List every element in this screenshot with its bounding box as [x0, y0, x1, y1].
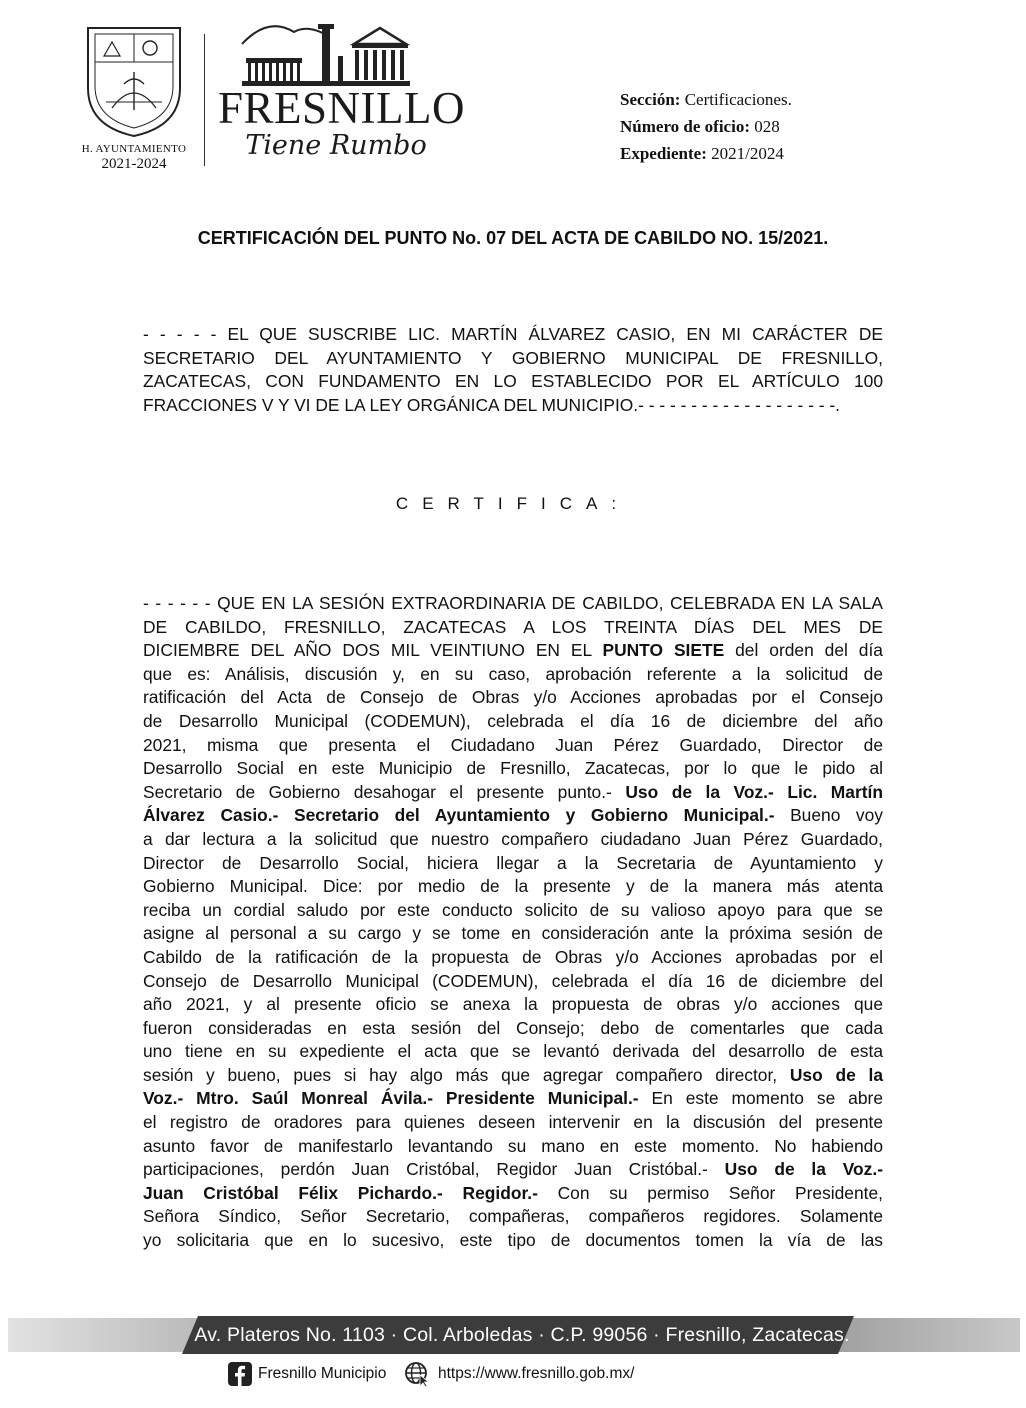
globe-icon [404, 1361, 430, 1387]
intro-line: - - - - - EL QUE SUSCRIBE LIC. MARTÍN ÁLVAREZ CASIO, EN MI CARÁCTER DE [143, 324, 883, 344]
seccion-field [620, 86, 792, 113]
body-text: Con su permiso Señor Presidente, [537, 1182, 883, 1203]
body-line: Gobierno Municipal. Dice: por medio de la presente y de la manera más atenta [143, 876, 883, 897]
expediente-label: Expediente: [620, 144, 707, 163]
seccion-value: Certificaciones. [684, 90, 792, 109]
oficio-value: 028 [754, 117, 780, 136]
body-text: del orden del día [724, 640, 883, 661]
body-line [143, 804, 883, 828]
body-line [143, 1158, 883, 1182]
intro-paragraph [143, 323, 883, 417]
body-line: 2021, misma que presenta el Ciudadano Juan Pérez Guardado, Director de [143, 734, 883, 755]
body-line: uno tiene en su expediente el acta que se levantó derivada del desarrollo de esta [143, 1041, 883, 1062]
body-line: a dar lectura a la solicitud que nuestro compañero ciudadano Juan Pérez Guardado, [143, 828, 883, 849]
body-line [143, 639, 883, 663]
document-title: CERTIFICACIÓN DEL PUNTO No. 07 DEL ACTA DE CABILDO NO. 15/2021. [197, 228, 829, 248]
body-line: - - - - - - QUE EN LA SESIÓN EXTRAORDINARIA DE CABILDO, CELEBRADA EN LA SALA [143, 593, 883, 613]
expediente-value: 2021/2024 [711, 144, 784, 163]
body-line: reciba un cordial saludo por este conducto solicito de su valioso apoyo para que se [143, 899, 883, 920]
body-line: yo solicitaria que en lo sucesivo, este tipo de documentos tomen la vía de las [143, 1230, 883, 1251]
oficio-field [620, 113, 780, 140]
body-text: DICIEMBRE DEL AÑO DOS MIL VEINTIUNO EN EL [143, 640, 603, 661]
certification-body [143, 592, 883, 1253]
body-line: de Desarrollo Municipal (CODEMUN), celebrada el día 16 de diciembre del año [143, 710, 883, 731]
body-line: asunto favor de manifestarlo levantando su mano en este momento. No habiendo [143, 1135, 883, 1156]
seccion-label: Sección: [620, 90, 681, 109]
body-line: ratificación del Acta de Consejo de Obras y/o Acciones aprobadas por el Consejo [143, 687, 883, 708]
speaker-emphasis: Voz.- Mtro. Saúl Monreal Ávila.- Presidente Municipal.- [143, 1088, 639, 1109]
body-line: asigne al personal a su cargo y se tome en consideración ante la próxima sesión de [143, 923, 883, 944]
seal-caption-ayuntamiento: H. AYUNTAMIENTO [81, 143, 187, 155]
body-text: Bueno voy [774, 805, 883, 826]
body-line [143, 781, 883, 805]
body-text: En este momento se abre [638, 1088, 883, 1109]
municipal-seal [82, 22, 186, 140]
brand-name: FRESNILLO [218, 83, 466, 133]
fresnillo-skyline-logo [238, 14, 414, 88]
body-line: Consejo de Desarrollo Municipal (CODEMUN), celebrada el día 16 de diciembre del [143, 970, 883, 991]
body-line: Señora Síndico, Señor Secretario, compañeras, compañeros regidores. Solamente [143, 1206, 883, 1227]
punto-siete-emphasis: PUNTO SIETE [602, 640, 725, 661]
body-line [143, 1064, 883, 1088]
intro-line: ZACATECAS, CON FUNDAMENTO EN LO ESTABLECIDO POR EL ARTÍCULO 100 [143, 371, 883, 392]
expediente-field [620, 140, 784, 167]
intro-line: FRACCIONES V Y VI DE LA LEY ORGÁNICA DEL MUNICIPIO.- - - - - - - - - - - - - - - - - - -. [143, 394, 840, 415]
body-line: Cabildo de la ratificación de la propuesta de Obras y/o Acciones aprobadas por el [143, 946, 883, 967]
body-line [143, 1182, 883, 1206]
speaker-emphasis: Uso de la [789, 1064, 884, 1085]
speaker-emphasis: Juan Cristóbal Félix Pichardo.- Regidor.- [143, 1182, 538, 1203]
body-line [143, 1087, 883, 1111]
header-divider [204, 34, 205, 166]
brand-tagline: Tiene Rumbo [245, 130, 427, 161]
body-line: DE CABILDO, FRESNILLO, ZACATECAS A LOS TREINTA DÍAS DEL MES DE [143, 616, 883, 637]
body-line: año 2021, y al presente oficio se anexa la propuesta de obras y/o acciones que [143, 994, 883, 1015]
facebook-icon [228, 1362, 252, 1386]
footer-address: Av. Plateros No. 1103 · Col. Arboledas · C.P. 99056 · Fresnillo, Zacatecas. [194, 1324, 850, 1346]
body-text: sesión y bueno, pues si hay algo más que agregar compañero director, [143, 1064, 790, 1085]
body-text: participaciones, perdón Juan Cristóbal, Regidor Juan Cristóbal.- [143, 1159, 725, 1180]
facebook-label[interactable]: Fresnillo Municipio [258, 1365, 387, 1382]
body-line: el registro de oradores para quienes deseen intervenir en la discusión del presente [143, 1112, 883, 1133]
speaker-emphasis: Uso de la Voz.- Lic. Martín [625, 781, 883, 802]
speaker-emphasis: Álvarez Casio.- Secretario del Ayuntamiento y Gobierno Municipal.- [143, 805, 775, 826]
seal-caption [62, 142, 206, 172]
certifica-heading: CERTIFICA: [395, 494, 631, 513]
speaker-emphasis: Uso de la Voz.- [724, 1159, 883, 1180]
body-line: Director de Desarrollo Social, hiciera llegar a la Secretaria de Ayuntamiento y [143, 852, 883, 873]
website-link[interactable]: https://www.fresnillo.gob.mx/ [438, 1365, 635, 1382]
body-line: Desarrollo Social en este Municipio de Fresnillo, Zacatecas, por lo que le pido al [143, 758, 883, 779]
body-text: Secretario de Gobierno desahogar el presente punto.- [143, 781, 626, 802]
intro-line: SECRETARIO DEL AYUNTAMIENTO Y GOBIERNO MUNICIPAL DE FRESNILLO, [143, 347, 883, 368]
seal-caption-period: 2021-2024 [101, 156, 167, 172]
body-line: que es: Análisis, discusión y, en su caso, aprobación referente a la solicitud de [143, 663, 883, 684]
body-line: fueron consideradas en esta sesión del Consejo; debo de comentarles que cada [143, 1017, 883, 1038]
oficio-label: Número de oficio: [620, 117, 750, 136]
